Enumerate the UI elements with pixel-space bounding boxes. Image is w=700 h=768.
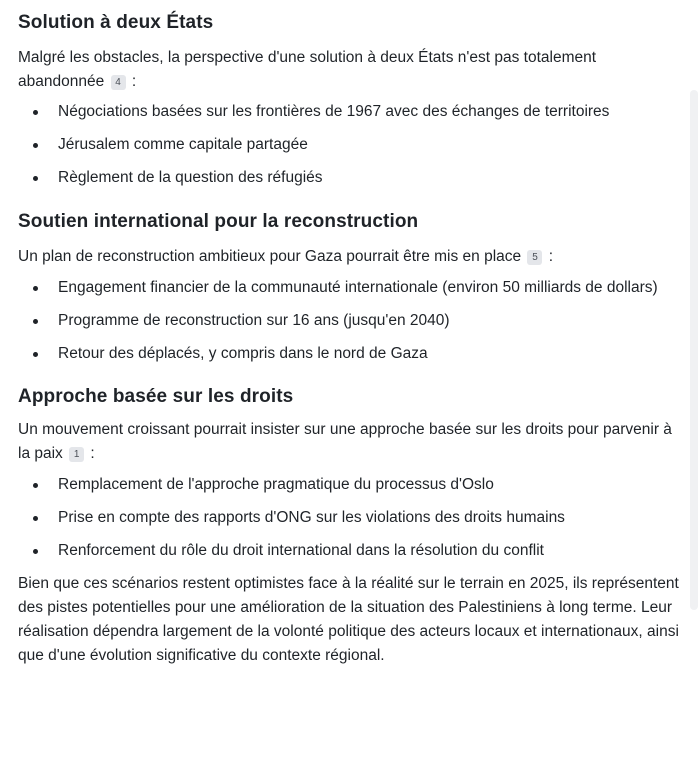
section-intro-international-support [18, 245, 686, 269]
list-item: Engagement financier de la communauté internationale (environ 50 milliards de dollars) [18, 276, 686, 300]
section-intro-two-state-solution [18, 46, 686, 94]
intro-text: Un mouvement croissant pourrait insister sur une approche basée sur les droits pour parvenir à la paix [18, 421, 672, 462]
intro-colon: : [127, 73, 137, 90]
section-intro-rights-based-approach [18, 418, 686, 466]
intro-colon: : [544, 248, 554, 265]
list-item: Remplacement de l'approche pragmatique du processus d'Oslo [18, 473, 686, 497]
bullet-list-two-state-solution [18, 100, 700, 190]
list-item: Jérusalem comme capitale partagée [18, 133, 686, 157]
list-item: Règlement de la question des réfugiés [18, 166, 686, 190]
list-item: Prise en compte des rapports d'ONG sur les violations des droits humains [18, 506, 686, 530]
section-heading-two-state-solution: Solution à deux États [18, 12, 214, 33]
list-item: Négociations basées sur les frontières de 1967 avec des échanges de territoires [18, 100, 686, 124]
intro-text: Malgré les obstacles, la perspective d'une solution à deux États n'est pas totalement abandonnée [18, 49, 597, 90]
citation-badge[interactable]: 5 [527, 250, 542, 265]
section-heading-rights-based-approach: Approche basée sur les droits [18, 386, 294, 407]
scrollbar-track[interactable] [690, 90, 698, 610]
list-item: Retour des déplacés, y compris dans le nord de Gaza [18, 342, 686, 366]
citation-badge[interactable]: 4 [111, 75, 126, 90]
bullet-list-international-support [18, 276, 700, 366]
section-heading-international-support: Soutien international pour la reconstruction [18, 211, 419, 232]
intro-text: Un plan de reconstruction ambitieux pour Gaza pourrait être mis en place [18, 248, 522, 265]
conclusion-paragraph: Bien que ces scénarios restent optimistes face à la réalité sur le terrain en 2025, ils représentent des pistes potentielles pour une amélioration de la situation des Palestiniens à long terme. Leur réalisation dépendra largement de la volonté politique des acteurs locaux et internationaux, ainsi que d'une évolution significative du contexte régional. [18, 575, 679, 664]
intro-colon: : [86, 445, 95, 462]
citation-badge[interactable]: 1 [69, 447, 84, 462]
list-item: Renforcement du rôle du droit international dans la résolution du conflit [18, 539, 686, 563]
bullet-list-rights-based-approach [18, 473, 700, 563]
list-item: Programme de reconstruction sur 16 ans (jusqu'en 2040) [18, 309, 686, 333]
